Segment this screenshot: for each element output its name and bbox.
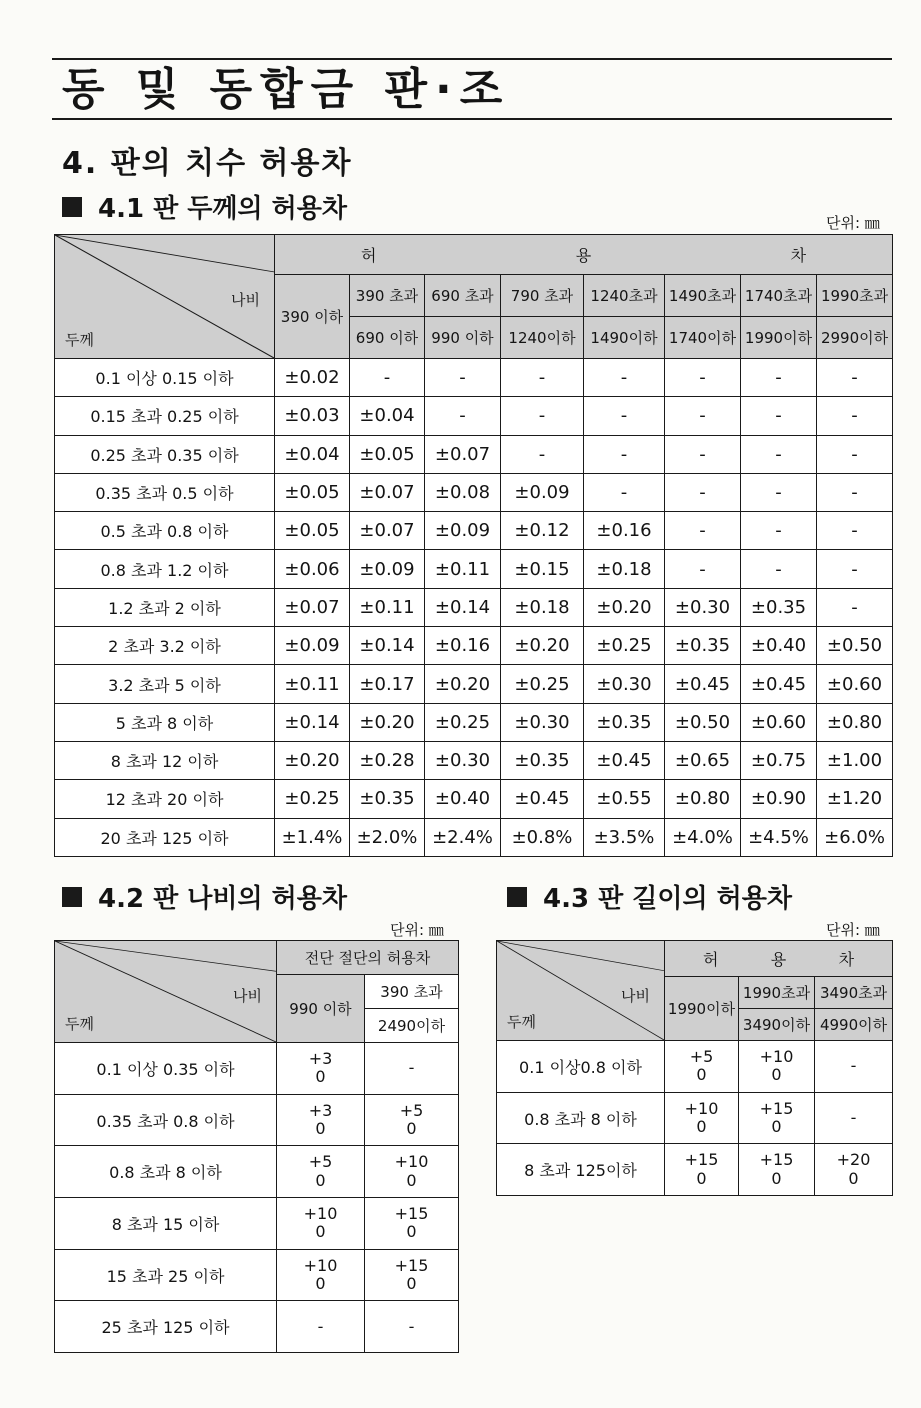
- tolerance-cell: [365, 1249, 459, 1301]
- tolerance-value: -: [850, 1107, 857, 1127]
- group-char: 용: [770, 950, 787, 969]
- group-char: 차: [790, 246, 807, 265]
- table-row: [55, 703, 893, 741]
- row-label: 0.35 초과 0.5 이하: [55, 473, 275, 511]
- tolerance-cell: ±0.09: [275, 627, 350, 665]
- corner-label-width: 나비: [231, 291, 260, 310]
- tolerance-cell: ±0.07: [350, 473, 425, 511]
- tolerance-group-header: [275, 235, 893, 275]
- corner-label-thickness: 두께: [507, 1013, 536, 1031]
- tolerance-cell: ±2.0%: [350, 818, 425, 856]
- col-header-top: 3490초과: [815, 977, 893, 1009]
- tolerance-cell: ±0.28: [350, 741, 425, 779]
- row-label: 12 초과 20 이하: [55, 780, 275, 818]
- table-row: [55, 1301, 459, 1353]
- col-header-top: 390 초과: [365, 975, 459, 1009]
- tolerance-cell: ±0.09: [501, 473, 584, 511]
- tolerance-group-header: [665, 941, 893, 977]
- tolerance-cell: -: [817, 435, 893, 473]
- tolerance-cell: ±0.45: [501, 780, 584, 818]
- table-row: [55, 473, 893, 511]
- tolerance-cell: -: [425, 359, 501, 397]
- tolerance-value: +5: [308, 1152, 333, 1172]
- col-header-top: 790 초과: [501, 275, 584, 317]
- tolerance-cell: [365, 1043, 459, 1095]
- tolerance-cell: ±1.20: [817, 780, 893, 818]
- tolerance-cell: -: [665, 512, 741, 550]
- tolerance-cell: [665, 1144, 739, 1196]
- unit-label: 단위: ㎜: [826, 921, 880, 939]
- tolerance-value: +5: [689, 1046, 714, 1066]
- row-label: 0.8 초과 8 이하: [55, 1146, 277, 1198]
- tolerance-cell: ±0.12: [501, 512, 584, 550]
- tolerance-cell: ±0.07: [425, 435, 501, 473]
- tolerance-cell: ±0.40: [425, 780, 501, 818]
- table-row: [55, 550, 893, 588]
- tolerance-value: +3: [308, 1048, 333, 1068]
- tolerance-value: 0: [771, 1117, 782, 1137]
- tolerance-value: 0: [315, 1170, 326, 1190]
- tolerance-cell: -: [501, 397, 584, 435]
- row-label: 8 초과 15 이하: [55, 1198, 277, 1250]
- tolerance-cell: -: [584, 435, 665, 473]
- width-tolerance-table: [54, 940, 459, 1353]
- tolerance-cell: ±1.4%: [275, 818, 350, 856]
- table-row: [55, 1198, 459, 1250]
- tolerance-cell: ±0.50: [665, 703, 741, 741]
- header-corner: [497, 941, 665, 1041]
- header-corner: [55, 941, 277, 1043]
- tolerance-cell: ±0.45: [665, 665, 741, 703]
- tolerance-cell: ±0.16: [425, 627, 501, 665]
- tolerance-cell: ±0.30: [501, 703, 584, 741]
- tolerance-value: 0: [315, 1119, 326, 1139]
- tolerance-cell: ±0.30: [665, 588, 741, 626]
- group-char: 허: [703, 950, 719, 969]
- tolerance-cell: ±0.60: [741, 703, 817, 741]
- row-label: 0.1 이상0.8 이하: [497, 1041, 665, 1093]
- tolerance-value: 0: [406, 1222, 417, 1242]
- tolerance-cell: [815, 1092, 893, 1144]
- table-row: [55, 512, 893, 550]
- tolerance-value: -: [408, 1058, 415, 1078]
- group-char: 용: [575, 246, 592, 265]
- tolerance-cell: ±4.0%: [665, 818, 741, 856]
- col-header-top: 1490초과: [665, 275, 741, 317]
- tolerance-cell: ±0.8%: [501, 818, 584, 856]
- tolerance-cell: ±0.14: [425, 588, 501, 626]
- col-header: 390 이하: [275, 275, 350, 359]
- row-label: 0.15 초과 0.25 이하: [55, 397, 275, 435]
- tolerance-cell: ±0.04: [350, 397, 425, 435]
- tolerance-cell: -: [665, 473, 741, 511]
- tolerance-cell: ±0.35: [350, 780, 425, 818]
- tolerance-cell: ±0.25: [501, 665, 584, 703]
- tolerance-value: +10: [303, 1255, 338, 1275]
- tolerance-cell: ±0.09: [425, 512, 501, 550]
- tolerance-cell: ±0.07: [350, 512, 425, 550]
- col-header-bottom: 1490이하: [584, 317, 665, 359]
- tolerance-value: +3: [308, 1100, 333, 1120]
- tolerance-cell: ±0.11: [425, 550, 501, 588]
- table-row: [55, 818, 893, 856]
- heading-text: 4.2 판 나비의 허용차: [98, 884, 348, 914]
- row-label: 0.25 초과 0.35 이하: [55, 435, 275, 473]
- row-label: 5 초과 8 이하: [55, 703, 275, 741]
- tolerance-cell: ±0.60: [817, 665, 893, 703]
- unit-label: 단위: ㎜: [390, 921, 444, 939]
- tolerance-cell: [739, 1144, 815, 1196]
- unit-label: 단위: ㎜: [826, 214, 880, 232]
- tolerance-cell: ±0.35: [501, 741, 584, 779]
- tolerance-cell: [739, 1041, 815, 1093]
- section-title: 4. 판의 치수 허용차: [62, 146, 353, 181]
- tolerance-cell: -: [584, 359, 665, 397]
- tolerance-cell: ±0.07: [275, 588, 350, 626]
- tolerance-cell: ±0.14: [275, 703, 350, 741]
- tolerance-value: 0: [696, 1065, 707, 1085]
- tolerance-cell: [365, 1301, 459, 1353]
- tolerance-value: 0: [406, 1274, 417, 1294]
- col-header-top: 690 초과: [425, 275, 501, 317]
- col-header-bottom: 990 이하: [425, 317, 501, 359]
- tolerance-value: 0: [315, 1274, 326, 1294]
- subsection-heading-4-3: [507, 878, 792, 915]
- square-bullet-icon: [62, 197, 82, 217]
- tolerance-cell: ±0.18: [584, 550, 665, 588]
- corner-label-width: 나비: [233, 987, 262, 1006]
- row-label: 0.35 초과 0.8 이하: [55, 1094, 277, 1146]
- tolerance-value: +15: [759, 1150, 794, 1170]
- tolerance-cell: ±0.45: [741, 665, 817, 703]
- row-label: 0.8 초과 1.2 이하: [55, 550, 275, 588]
- tolerance-cell: -: [665, 359, 741, 397]
- table-row: [497, 1041, 893, 1093]
- tolerance-value: 0: [406, 1119, 417, 1139]
- col-header-top: 390 초과: [350, 275, 425, 317]
- tolerance-cell: ±0.35: [665, 627, 741, 665]
- col-header-bottom: 2990이하: [817, 317, 893, 359]
- tolerance-cell: ±0.18: [501, 588, 584, 626]
- tolerance-cell: -: [741, 359, 817, 397]
- col-header-bottom: 1740이하: [665, 317, 741, 359]
- tolerance-cell: -: [584, 397, 665, 435]
- row-label: 1.2 초과 2 이하: [55, 588, 275, 626]
- tolerance-cell: ±0.35: [741, 588, 817, 626]
- tolerance-cell: ±0.20: [501, 627, 584, 665]
- tolerance-group-header: 전단 절단의 허용차: [277, 941, 459, 975]
- tolerance-cell: [277, 1249, 365, 1301]
- tolerance-cell: -: [817, 359, 893, 397]
- tolerance-cell: [277, 1043, 365, 1095]
- title-underline: [52, 118, 892, 120]
- tolerance-cell: ±0.06: [275, 550, 350, 588]
- table-row: [55, 435, 893, 473]
- tolerance-value: +10: [394, 1152, 429, 1172]
- table-row: [55, 1146, 459, 1198]
- tolerance-cell: ±0.17: [350, 665, 425, 703]
- tolerance-cell: ±0.04: [275, 435, 350, 473]
- tolerance-cell: ±0.16: [584, 512, 665, 550]
- tolerance-value: 0: [696, 1168, 707, 1188]
- row-label: 0.5 초과 0.8 이하: [55, 512, 275, 550]
- tolerance-value: -: [408, 1316, 415, 1336]
- tolerance-cell: ±0.25: [425, 703, 501, 741]
- table-row: [55, 1094, 459, 1146]
- col-header-bottom: 4990이하: [815, 1009, 893, 1041]
- tolerance-cell: ±0.25: [275, 780, 350, 818]
- tolerance-cell: ±0.65: [665, 741, 741, 779]
- header-corner: [55, 235, 275, 359]
- tolerance-cell: ±0.20: [584, 588, 665, 626]
- table-row: [55, 397, 893, 435]
- tolerance-cell: -: [584, 473, 665, 511]
- tolerance-cell: -: [665, 397, 741, 435]
- table-row: [55, 1043, 459, 1095]
- tolerance-cell: -: [817, 473, 893, 511]
- corner-label-width: 나비: [621, 986, 650, 1005]
- col-header: 990 이하: [277, 975, 365, 1043]
- tolerance-cell: ±0.15: [501, 550, 584, 588]
- tolerance-cell: [277, 1094, 365, 1146]
- thickness-tolerance-table: [54, 234, 893, 857]
- tolerance-value: 0: [696, 1117, 707, 1137]
- tolerance-cell: [815, 1041, 893, 1093]
- col-header-top: 1240초과: [584, 275, 665, 317]
- tolerance-cell: -: [741, 435, 817, 473]
- tolerance-cell: ±0.35: [584, 703, 665, 741]
- tolerance-cell: [365, 1198, 459, 1250]
- tolerance-value: +20: [836, 1150, 871, 1170]
- tolerance-value: 0: [848, 1168, 859, 1188]
- table-row: [55, 627, 893, 665]
- table-row: [55, 1249, 459, 1301]
- tolerance-cell: ±0.50: [817, 627, 893, 665]
- square-bullet-icon: [62, 887, 82, 907]
- table-row: [497, 1144, 893, 1196]
- tolerance-cell: [815, 1144, 893, 1196]
- tolerance-cell: -: [817, 512, 893, 550]
- tolerance-cell: ±0.75: [741, 741, 817, 779]
- tolerance-cell: ±0.20: [350, 703, 425, 741]
- tolerance-cell: ±1.00: [817, 741, 893, 779]
- tolerance-cell: ±0.80: [817, 703, 893, 741]
- tolerance-cell: ±3.5%: [584, 818, 665, 856]
- tolerance-cell: ±0.05: [350, 435, 425, 473]
- tolerance-cell: ±0.03: [275, 397, 350, 435]
- col-header-bottom: 690 이하: [350, 317, 425, 359]
- col-header-bottom: 3490이하: [739, 1009, 815, 1041]
- tolerance-cell: ±0.05: [275, 512, 350, 550]
- tolerance-cell: ±0.90: [741, 780, 817, 818]
- tolerance-cell: [665, 1092, 739, 1144]
- top-rule: [52, 58, 892, 60]
- tolerance-cell: [739, 1092, 815, 1144]
- tolerance-value: 0: [315, 1222, 326, 1242]
- tolerance-cell: [365, 1146, 459, 1198]
- tolerance-cell: ±0.09: [350, 550, 425, 588]
- row-label: 8 초과 125이하: [497, 1144, 665, 1196]
- heading-text: 4.1 판 두께의 허용차: [98, 194, 348, 224]
- tolerance-cell: -: [501, 435, 584, 473]
- tolerance-value: +10: [684, 1098, 719, 1118]
- tolerance-cell: ±0.80: [665, 780, 741, 818]
- tolerance-cell: ±0.11: [350, 588, 425, 626]
- tolerance-value: -: [850, 1056, 857, 1076]
- tolerance-cell: ±0.40: [741, 627, 817, 665]
- row-label: 0.1 이상 0.15 이하: [55, 359, 275, 397]
- subsection-heading-4-2: [62, 878, 347, 915]
- tolerance-cell: -: [741, 397, 817, 435]
- tolerance-cell: -: [665, 435, 741, 473]
- tolerance-value: 0: [771, 1168, 782, 1188]
- tolerance-cell: ±0.20: [275, 741, 350, 779]
- page-title: 동 및 동합금 판·조: [62, 64, 511, 115]
- tolerance-value: +15: [684, 1150, 719, 1170]
- tolerance-cell: -: [665, 550, 741, 588]
- tolerance-value: +5: [399, 1100, 424, 1120]
- corner-label-thickness: 두께: [65, 331, 94, 349]
- row-label: 15 초과 25 이하: [55, 1249, 277, 1301]
- col-header-bottom: 1240이하: [501, 317, 584, 359]
- row-label: 20 초과 125 이하: [55, 818, 275, 856]
- tolerance-value: +15: [759, 1098, 794, 1118]
- table-row: [55, 741, 893, 779]
- tolerance-cell: ±0.20: [425, 665, 501, 703]
- tolerance-cell: -: [741, 473, 817, 511]
- tolerance-cell: ±0.25: [584, 627, 665, 665]
- table-row: [55, 588, 893, 626]
- tolerance-cell: [277, 1146, 365, 1198]
- row-label: 0.8 초과 8 이하: [497, 1092, 665, 1144]
- tolerance-value: -: [317, 1316, 324, 1336]
- table-row: [55, 780, 893, 818]
- group-char: 차: [838, 950, 855, 969]
- tolerance-cell: -: [817, 397, 893, 435]
- tolerance-value: 0: [406, 1170, 417, 1190]
- subsection-heading-4-1: [62, 188, 347, 225]
- tolerance-value: +15: [394, 1204, 429, 1224]
- tolerance-cell: -: [501, 359, 584, 397]
- tolerance-cell: [665, 1041, 739, 1093]
- tolerance-cell: ±0.30: [425, 741, 501, 779]
- row-label: 3.2 초과 5 이하: [55, 665, 275, 703]
- row-label: 2 초과 3.2 이하: [55, 627, 275, 665]
- tolerance-cell: ±0.02: [275, 359, 350, 397]
- tolerance-cell: ±0.11: [275, 665, 350, 703]
- tolerance-value: +10: [759, 1046, 794, 1066]
- tolerance-cell: ±0.14: [350, 627, 425, 665]
- col-header-top: 1740초과: [741, 275, 817, 317]
- heading-text: 4.3 판 길이의 허용차: [543, 884, 793, 914]
- tolerance-cell: [277, 1198, 365, 1250]
- tolerance-cell: ±0.08: [425, 473, 501, 511]
- tolerance-cell: ±0.30: [584, 665, 665, 703]
- row-label: 0.1 이상 0.35 이하: [55, 1043, 277, 1095]
- tolerance-cell: -: [741, 550, 817, 588]
- tolerance-cell: [365, 1094, 459, 1146]
- tolerance-cell: -: [425, 397, 501, 435]
- tolerance-cell: -: [817, 550, 893, 588]
- square-bullet-icon: [507, 887, 527, 907]
- col-header-bottom: 1990이하: [741, 317, 817, 359]
- tolerance-cell: ±0.05: [275, 473, 350, 511]
- tolerance-value: +15: [394, 1255, 429, 1275]
- table-row: [497, 1092, 893, 1144]
- tolerance-cell: [277, 1301, 365, 1353]
- tolerance-cell: ±0.45: [584, 741, 665, 779]
- col-header: 1990이하: [665, 977, 739, 1041]
- table-row: [55, 665, 893, 703]
- col-header-bottom: 2490이하: [365, 1009, 459, 1043]
- tolerance-value: 0: [771, 1065, 782, 1085]
- corner-label-thickness: 두께: [65, 1015, 94, 1033]
- tolerance-value: +10: [303, 1204, 338, 1224]
- col-header-top: 1990초과: [739, 977, 815, 1009]
- row-label: 8 초과 12 이하: [55, 741, 275, 779]
- tolerance-cell: ±4.5%: [741, 818, 817, 856]
- tolerance-value: 0: [315, 1067, 326, 1087]
- tolerance-cell: -: [817, 588, 893, 626]
- tolerance-cell: ±6.0%: [817, 818, 893, 856]
- tolerance-cell: ±0.55: [584, 780, 665, 818]
- row-label: 25 초과 125 이하: [55, 1301, 277, 1353]
- col-header-top: 1990초과: [817, 275, 893, 317]
- tolerance-cell: -: [350, 359, 425, 397]
- group-char: 허: [361, 246, 377, 265]
- length-tolerance-table: [496, 940, 893, 1196]
- tolerance-cell: ±2.4%: [425, 818, 501, 856]
- tolerance-cell: -: [741, 512, 817, 550]
- table-row: [55, 359, 893, 397]
